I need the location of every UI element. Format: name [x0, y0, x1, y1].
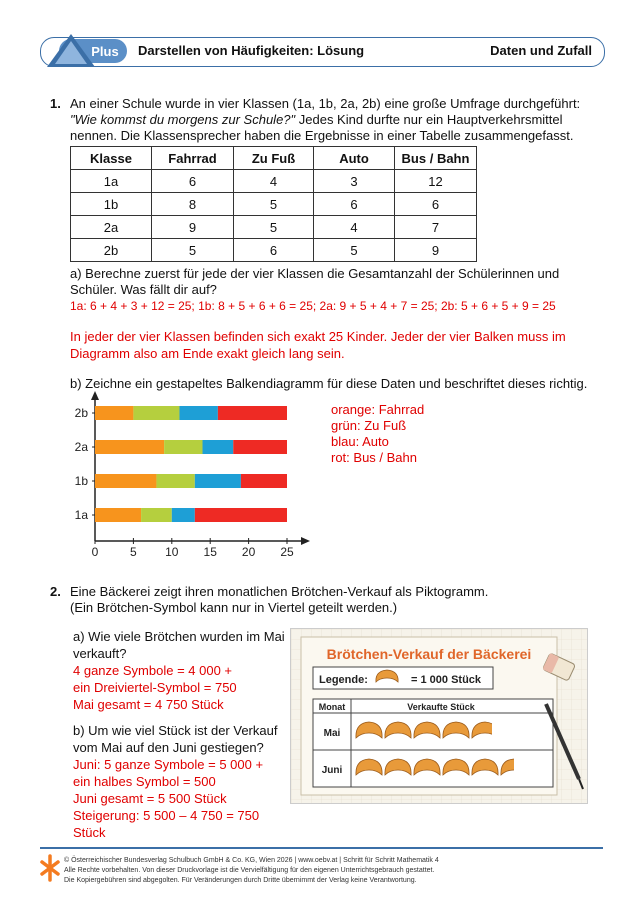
y-axis-arrow — [91, 391, 99, 400]
table-cell: 9 — [152, 216, 234, 239]
table-cell: 2a — [71, 216, 152, 239]
table-cell: 7 — [395, 216, 477, 239]
table-header: Bus / Bahn — [395, 147, 477, 170]
task2-number: 2. — [50, 584, 61, 599]
table-row — [71, 216, 477, 239]
pictogram-image — [290, 628, 588, 804]
bar-segment — [95, 474, 156, 488]
table-header: Fahrrad — [152, 147, 234, 170]
bar-segment — [241, 474, 287, 488]
bar-segment — [141, 508, 172, 522]
x-tick-label: 15 — [203, 545, 217, 559]
table-cell: 9 — [395, 239, 477, 262]
header-topic: Daten und Zufall — [490, 43, 592, 58]
stacked-bar-chart — [60, 388, 330, 568]
table-row — [71, 239, 477, 262]
legend-item-fahrrad: orange: Fahrrad — [331, 402, 425, 417]
table-header-row — [71, 147, 477, 170]
plus-logo — [41, 33, 129, 69]
pictogram-table — [313, 699, 553, 787]
bar-segment — [133, 406, 179, 420]
task1-intro: An einer Schule wurde in vier Klassen (1a, 1b, 2a, 2b) eine große Umfrage durchgeführt: "Wie kommst du morgens zur Schule?" Jedes Kind durfte nur ein Hauptverkehrsmittel nennen. Die Klassensprecher haben die Ergebnisse in einer Tabelle zusammengefasst. — [70, 96, 581, 143]
table-header: Klasse — [71, 147, 152, 170]
bar-segment — [203, 440, 234, 454]
pictogram-col-sold: Verkaufte Stück — [407, 702, 475, 712]
chart-legend — [331, 402, 424, 466]
task1-question-b: b) Zeichne ein gestapeltes Balkendiagramm für diese Daten und beschriftet dieses richtig. — [70, 376, 588, 391]
pictogram-drawing — [291, 629, 587, 803]
bar-segment — [233, 440, 287, 454]
table-cell: 6 — [314, 193, 395, 216]
table-row — [71, 170, 477, 193]
task2-question-a: a) Wie viele Brötchen wurden im Mai verkauft? — [73, 629, 285, 661]
table-cell: 6 — [152, 170, 234, 193]
y-tick-label: 1a — [74, 508, 88, 522]
table-cell: 4 — [234, 170, 314, 193]
task1-question-a: a) Berechne zuerst für jede der vier Klassen die Gesamtanzahl der Schülerinnen und Schüler. Was fällt dir auf? — [70, 266, 560, 297]
task2-intro: Eine Bäckerei zeigt ihren monatlichen Brötchen-Verkauf als Piktogramm. (Ein Brötchen-Symbol kann nur in Viertel geteilt werden.) — [70, 584, 489, 615]
table-cell: 1b — [71, 193, 152, 216]
table-cell: 12 — [395, 170, 477, 193]
table-cell: 3 — [314, 170, 395, 193]
bar-segment — [195, 508, 287, 522]
table-cell: 6 — [395, 193, 477, 216]
bar-segment — [156, 474, 194, 488]
logo-text: Plus — [91, 44, 119, 59]
bar-segment — [179, 406, 217, 420]
pictogram-month-mai: Mai — [323, 728, 341, 739]
task2-answer-a: 4 ganze Symbole = 4 000 + ein Dreiviertel-Symbol = 750 Mai gesamt = 4 750 Stück — [73, 663, 237, 712]
table-cell: 4 — [314, 216, 395, 239]
footer-text: © Österreichischer Bundesverlag Schulbuch GmbH & Co. KG, Wien 2026 | www.oebv.at | Schritt für Schritt Mathematik 4 Alle Rechte vorbehalten. Von dieser Druckvorlage ist die Vervielfältigung für den eigenen Unterrichtsgebrauch gestattet. Die Kopiergebühren sind abgegolten. Für Veränderungen durch Dritte übernimmt der Verlag keine Verantwortung. — [64, 857, 439, 884]
task1-number: 1. — [50, 96, 61, 111]
table-cell: 6 — [234, 239, 314, 262]
table-cell: 5 — [234, 193, 314, 216]
legend-item-auto: blau: Auto — [331, 434, 389, 449]
bar-segment — [218, 406, 287, 420]
table-cell: 5 — [234, 216, 314, 239]
x-tick-label: 25 — [280, 545, 294, 559]
pictogram-title: Brötchen-Verkauf der Bäckerei — [326, 646, 532, 662]
y-tick-label: 2a — [74, 440, 88, 454]
y-tick-label: 1b — [74, 474, 88, 488]
table-cell: 2b — [71, 239, 152, 262]
survey-table — [70, 146, 477, 262]
table-row — [71, 193, 477, 216]
task2-question-b: b) Um wie viel Stück ist der Verkauf vom Mai auf den Juni gestiegen? — [73, 723, 278, 755]
bar-segment — [95, 440, 164, 454]
table-cell: 1a — [71, 170, 152, 193]
legend-item-bus-bahn: rot: Bus / Bahn — [331, 450, 417, 465]
page-title: Darstellen von Häufigkeiten: Lösung — [138, 43, 365, 58]
bar-segment — [95, 406, 133, 420]
bar-segment — [172, 508, 195, 522]
x-tick-label: 5 — [130, 545, 137, 559]
task1-answer-a-text: In jeder der vier Klassen befinden sich exakt 25 Kinder. Jeder der vier Balken muss im Diagramm also am Ende exakt gleich lang sein. — [70, 329, 566, 361]
pictogram-col-month: Monat — [318, 702, 346, 712]
x-tick-label: 0 — [91, 545, 99, 559]
x-axis-arrow — [301, 537, 310, 545]
pictogram-month-juni: Juni — [321, 765, 343, 776]
table-cell: 8 — [152, 193, 234, 216]
task2-answer-b: Juni: 5 ganze Symbole = 5 000 + ein halbes Symbol = 500 Juni gesamt = 5 500 Stück Steigerung: 5 500 – 4 750 = 750 Stück — [73, 757, 264, 840]
publisher-logo-icon — [40, 853, 60, 883]
y-tick-label: 2b — [74, 406, 88, 420]
table-cell: 5 — [152, 239, 234, 262]
legend-item-zu-fuss: grün: Zu Fuß — [331, 418, 407, 433]
pictogram-legend-value: = 1 000 Stück — [411, 674, 482, 686]
task1-answer-a-sums: 1a: 6 + 4 + 3 + 12 = 25; 1b: 8 + 5 + 6 + 6 = 25; 2a: 9 + 5 + 4 + 7 = 25; 2b: 5 + 6 + 5 + 9 = 25 — [70, 299, 556, 313]
x-tick-label: 20 — [241, 545, 256, 559]
bar-segment — [195, 474, 241, 488]
table-header: Auto — [314, 147, 395, 170]
bar-segment — [164, 440, 202, 454]
footer-line — [40, 847, 603, 849]
table-cell: 5 — [314, 239, 395, 262]
pictogram-legend-label: Legende: — [319, 674, 368, 686]
bar-segment — [95, 508, 141, 522]
table-header: Zu Fuß — [234, 147, 314, 170]
x-tick-label: 10 — [165, 545, 179, 559]
